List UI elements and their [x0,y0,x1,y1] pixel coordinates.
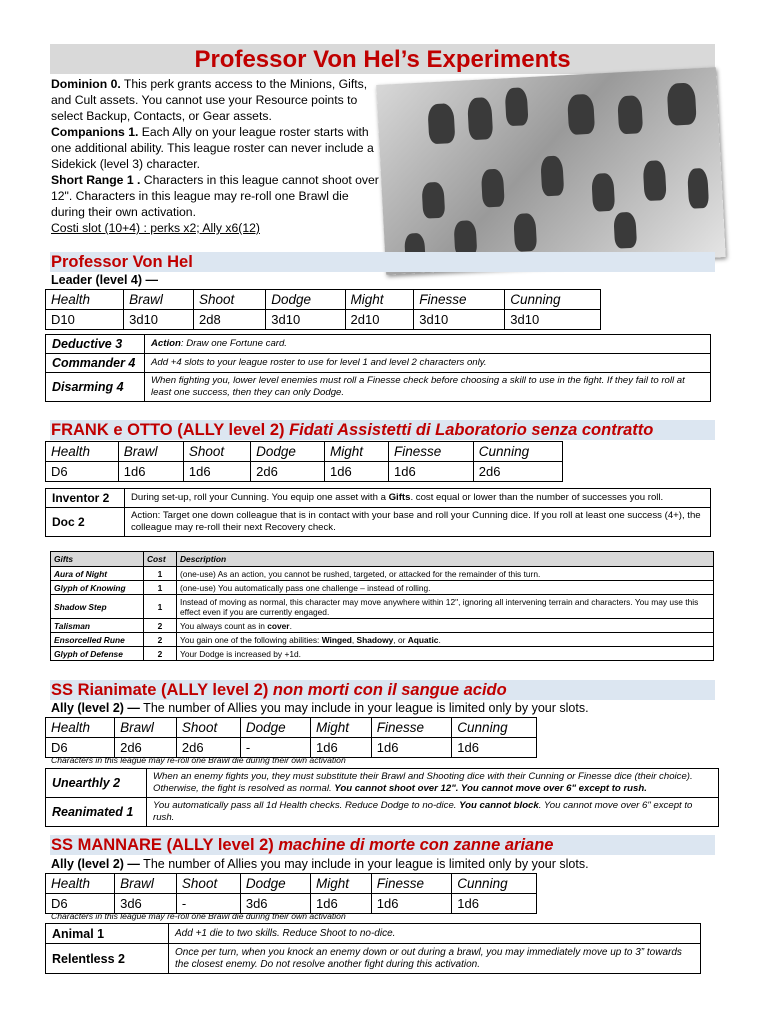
perk-text: Characters in this league cannot shoot over 12". Characters in this league may re-roll one Brawl die during their own activation. [51,173,379,219]
intro-perks [51,76,381,236]
gift-cost: 2 [144,633,177,647]
gift-desc-text: You always count as in [180,620,268,631]
gift-name: Talisman [51,619,144,633]
miniatures-photo [376,67,725,275]
stat-header: Dodge [240,718,310,738]
perk-text: This perk grants access to the Minions, Gifts, and Cult assets. You cannot use your Resource points to select Backup, Contacts, or Gear assets. [51,77,368,123]
section-title-italic: machine di morte con zanne ariane [278,836,554,854]
ability-desc: During set-up, roll your Cunning. You equip one asset with a [131,492,389,503]
gift-name: Ensorcelled Rune [51,633,144,647]
rianimate-stats-table [45,717,537,758]
gifts-header: Cost [144,552,177,567]
stat-value: 3d10 [505,310,601,330]
stat-header: Might [311,718,372,738]
gift-desc-text: . [289,620,292,631]
ability-text: Once per turn, when you knock an enemy down or out during a brawl, you may immediately move up to 3” towards the closest enemy. Do not resolve another fight during this activation. [169,944,701,974]
level-label: Ally (level 2) — [51,701,140,715]
section-title-main: SS Rianimate (ALLY level 2) [51,681,273,699]
section-title-main: SS MANNARE (ALLY level 2) [51,836,279,854]
gift-name: Aura of Night [51,567,144,581]
section-title-frank [51,420,653,440]
perk-companions [51,124,381,172]
ability-name: Disarming 4 [46,373,145,402]
stat-header: Brawl [118,442,183,462]
level-text: The number of Allies you may include in your league is limited only by your slots. [139,857,589,871]
stat-value: D10 [46,310,124,330]
ability-name: Inventor 2 [46,489,125,508]
ability-action: Action [151,338,181,349]
stat-header: Dodge [240,874,310,894]
stat-header: Cunning [452,874,537,894]
stat-header: Health [46,874,115,894]
rianimate-abilities-table [45,768,719,827]
stat-value: 1d6 [452,894,537,914]
ability-text: Add +4 slots to your league roster to use for level 1 and level 2 characters only. [145,354,711,373]
gift-keyword: cover [267,620,290,631]
page-title: Professor Von Hel’s Experiments [194,46,571,73]
stat-header: Brawl [115,874,177,894]
gift-desc-text: , or [393,634,408,645]
perk-text: Each Ally on your league roster starts with one additional ability. This league roster can never include a Sidekick (level 3) character. [51,125,374,171]
stat-header: Brawl [124,290,194,310]
stat-header: Cunning [452,718,537,738]
stat-value: 2d6 [115,738,177,758]
gift-cost: 2 [144,647,177,661]
gift-cost: 2 [144,619,177,633]
level-text: The number of Allies you may include in your league is limited only by your slots. [139,701,589,715]
stat-header: Shoot [194,290,266,310]
perk-label: Dominion 0. [51,77,121,91]
stat-header: Dodge [251,442,325,462]
stat-value: 1d6 [311,738,372,758]
stat-value: 2d10 [345,310,414,330]
stat-value: 1d6 [389,462,474,482]
gifts-header: Gifts [51,552,144,567]
stat-value: D6 [46,738,115,758]
gifts-table [50,551,714,661]
slot-costs: Costi slot (10+4) : perks x2; Ally x6(12) [51,221,260,235]
stat-value: 1d6 [183,462,250,482]
ability-keyword: Gifts [388,492,411,503]
stat-header: Brawl [115,718,177,738]
ability-name: Unearthly 2 [46,769,147,798]
stat-value: 3d10 [414,310,505,330]
stat-value: 2d6 [473,462,562,482]
stat-value: 3d10 [124,310,194,330]
stat-header: Shoot [176,874,240,894]
mannare-level [51,857,589,871]
ability-text [147,769,719,798]
ability-name: Animal 1 [46,924,169,944]
stat-header: Dodge [266,290,345,310]
stat-value: D6 [46,462,119,482]
gift-keyword: Shadowy [356,634,394,645]
section-title-vonhel: Professor Von Hel [51,253,193,271]
section-title-italic: non morti con il sangue acido [272,681,507,699]
stat-value: 3d6 [115,894,177,914]
stat-header: Might [325,442,389,462]
vonhel-stats-table [45,289,601,330]
stat-value: D6 [46,894,115,914]
gift-desc: Instead of moving as normal, this character may move anywhere within 12", ignoring all intervening terrain and characters. You may use this effect even if you are currently engaged. [177,595,714,619]
level-label: Ally (level 2) — [51,857,140,871]
section-title-mannare [51,835,553,855]
section-title-rianimate [51,680,507,700]
gift-keyword: Aquatic [407,634,439,645]
stat-value: 2d6 [176,738,240,758]
gift-name: Shadow Step [51,595,144,619]
brawl-reroll-note: Characters in this league may re-roll one Brawl die during their own activation [51,755,346,765]
gift-desc [177,633,714,647]
gift-desc-text: . [438,634,441,645]
vonhel-abilities-table [45,334,711,402]
ability-desc: : Draw one Fortune card. [180,338,287,349]
stat-value: 1d6 [371,738,452,758]
gift-desc-text: , [351,634,357,645]
ability-text [145,335,711,354]
ability-text: When fighting you, lower level enemies must roll a Finesse check before choosing a skill to use in the fight. If they fail to roll at least one success, then they can only Dodge. [145,373,711,402]
perk-label: Companions 1. [51,125,139,139]
ability-name: Reanimated 1 [46,798,147,827]
gift-cost: 1 [144,581,177,595]
stat-value: 1d6 [325,462,389,482]
perk-label: Short Range 1 . [51,173,141,187]
stat-value: 2d6 [251,462,325,482]
gift-cost: 1 [144,567,177,581]
perk-short-range [51,172,381,220]
rianimate-level [51,701,589,715]
vonhel-level: Leader (level 4) — [51,273,158,287]
ability-name: Doc 2 [46,508,125,537]
gift-cost: 1 [144,595,177,619]
gift-desc-text: You gain one of the following abilities: [180,634,322,645]
gift-desc: (one-use) You automatically pass one challenge – instead of rolling. [177,581,714,595]
stat-value: 1d6 [118,462,183,482]
gift-name: Glyph of Knowing [51,581,144,595]
ability-desc: . cost equal or lower than the number of successes you roll. [410,492,664,503]
stat-value: 1d6 [371,894,452,914]
ability-text: Action: Target one down colleague that is in contact with your base and roll your Cunning dice. If you roll at least one success (4+), the colleague may re-roll their next Recovery check. [125,508,711,537]
stat-header: Health [46,718,115,738]
gift-desc [177,619,714,633]
ability-keyword: You cannot shoot over 12". You cannot move over 6" except to rush. [334,783,647,794]
stat-header: Shoot [183,442,250,462]
gift-keyword: Winged [321,634,352,645]
section-title-italic: Fidati Assistetti di Laboratorio senza contratto [289,421,654,439]
stat-header: Might [311,874,372,894]
stat-header: Health [46,442,119,462]
gift-name: Glyph of Defense [51,647,144,661]
stat-header: Cunning [473,442,562,462]
stat-value: 2d8 [194,310,266,330]
ability-text [147,798,719,827]
mannare-stats-table [45,873,537,914]
mannare-abilities-table [45,923,701,974]
ability-text [125,489,711,508]
brawl-reroll-note: Characters in this league may re-roll one Brawl die during their own activation [51,911,346,921]
stat-header: Finesse [414,290,505,310]
frank-stats-table [45,441,563,482]
stat-header: Finesse [371,874,452,894]
frank-abilities-table [45,488,711,537]
stat-value: 3d10 [266,310,345,330]
gift-desc: (one-use) As an action, you cannot be rushed, targeted, or attacked for the remainder of this turn. [177,567,714,581]
ability-text: Add +1 die to two skills. Reduce Shoot to no-dice. [169,924,701,944]
ability-name: Commander 4 [46,354,145,373]
stat-value: 1d6 [311,894,372,914]
gifts-header: Description [177,552,714,567]
stat-value: 3d6 [240,894,310,914]
ability-name: Deductive 3 [46,335,145,354]
stat-value: 1d6 [452,738,537,758]
stat-header: Shoot [176,718,240,738]
stat-header: Cunning [505,290,601,310]
stat-header: Finesse [371,718,452,738]
stat-header: Might [345,290,414,310]
ability-keyword: You cannot block [459,800,539,811]
ability-desc: When an enemy fights you, they must substitute their Brawl and Shooting dice with their Cunning or Finesse dice (their choice). Otherwise, the fight is resolved as normal. [153,771,693,794]
stat-header: Finesse [389,442,474,462]
ability-desc: You automatically pass all 1d Health checks. Reduce Dodge to no-dice. [153,800,460,811]
perk-dominion [51,76,381,124]
ability-desc: . You cannot move over 6" except to rush. [153,800,693,823]
stat-header: Health [46,290,124,310]
gift-desc: Your Dodge is increased by +1d. [177,647,714,661]
ability-name: Relentless 2 [46,944,169,974]
section-title-main: FRANK e OTTO (ALLY level 2) [51,421,290,439]
stat-value: - [176,894,240,914]
stat-value: - [240,738,310,758]
